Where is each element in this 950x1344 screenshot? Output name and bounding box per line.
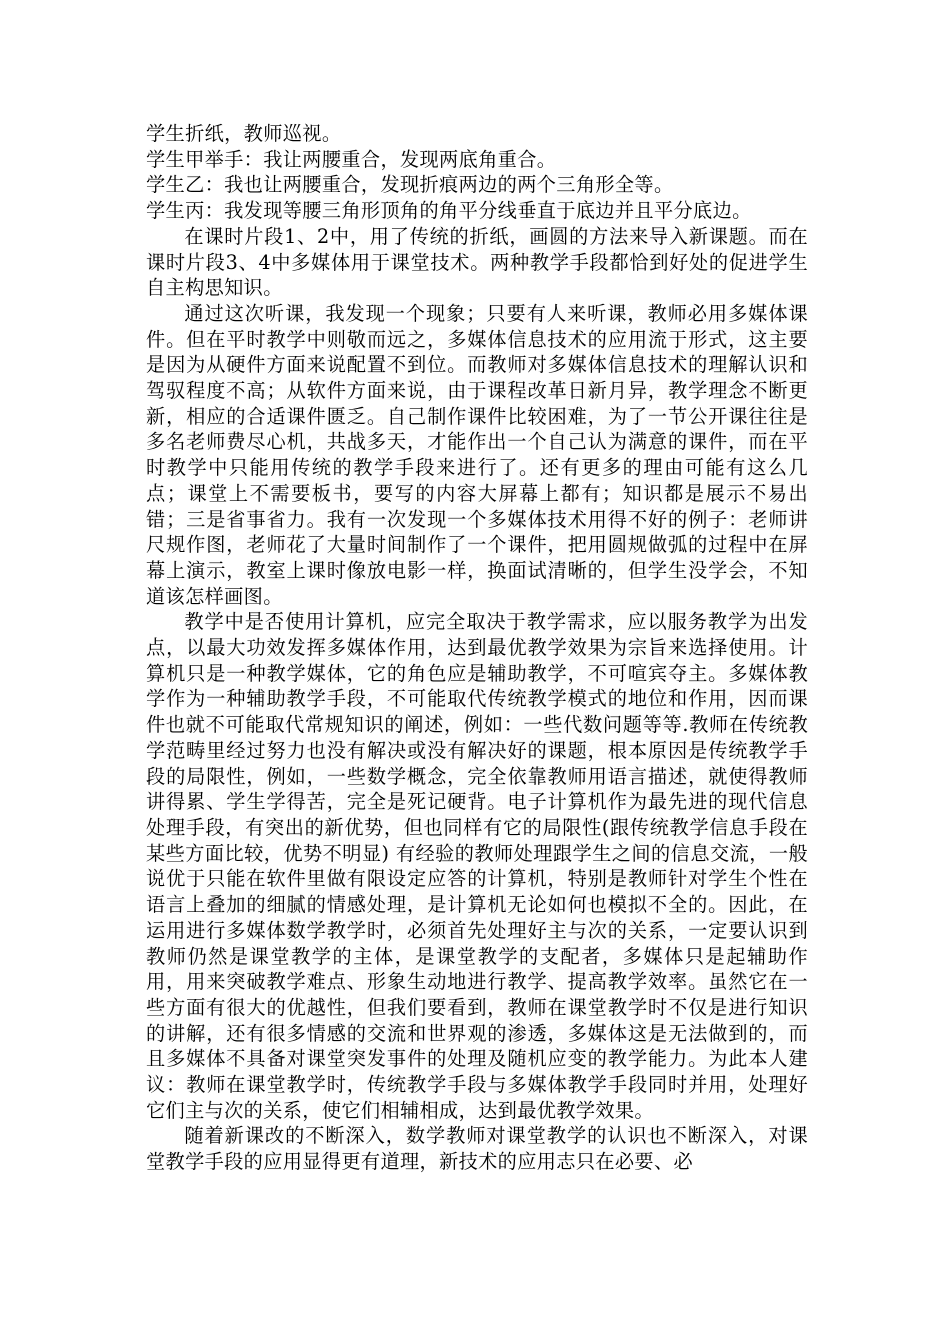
paragraph: 通过这次听课，我发现一个现象；只要有人来听课，教师必用多媒体课件。但在平时教学中则敬而远之，多媒体信息技术的应用流于形式，这主要是因为从硬件方面来说配置不到位。而教师对多媒体信息技术的理解认识和驾驭程度不高；从软件方面来说，由于课程改革日新月异，教学理念不断更新，相应的合适课件匮乏。自己制作课件比较困难，为了一节公开课往往是多名老师费尽心机，共战多天，才能作出一个自己认为满意的课件，而在平时教学中只能用传统的教学手段来进行了。还有更多的理由可能有这么几点；课堂上不需要板书，要写的内容大屏幕上都有；知识都是展示不易出错；三是省事省力。我有一次发现一个多媒体技术用得不好的例子：老师讲尺规作图，老师花了大量时间制作了一个课件，把用圆规做弧的过程中在屏幕上演示，教室上课时像放电影一样，换面试清晰的，但学生没学会，不知道该怎样画图。 bbox=[146, 301, 808, 608]
dialogue-line: 学生甲举手：我让两腰重合，发现两底角重合。 bbox=[146, 147, 557, 171]
paragraph: 随着新课改的不断深入，数学教师对课堂教学的认识也不断深入，对课堂教学手段的应用显得更有道理，新技术的应用志只在必要、必 bbox=[146, 1124, 808, 1174]
document-body bbox=[146, 121, 808, 1175]
dialogue-line: 学生折纸，教师巡视。 bbox=[146, 122, 342, 145]
dialogue-line: 学生乙：我也让两腰重合，发现折痕两边的两个三角形全等。 bbox=[146, 173, 674, 197]
paragraph: 在课时片段1、2中，用了传统的折纸，画圆的方法来导入新课题。而在课时片段3、4中多媒体用于课堂技术。两种教学手段都恰到好处的促进学生自主构思知识。 bbox=[146, 224, 808, 300]
paragraph: 教学中是否使用计算机，应完全取决于教学需求，应以服务教学为出发点，以最大功效发挥多媒体作用，达到最优教学效果为宗旨来选择使用。计算机只是一种教学媒体，它的角色应是辅助教学，不可喧宾夺主。多媒体教学作为一种辅助教学手段，不可能取代传统教学模式的地位和作用，因而课件也就不可能取代常规知识的阐述，例如：一些代数问题等等.教师在传统教学范畴里经过努力也没有解决或没有解决好的课题，根本原因是传统教学手段的局限性，例如，一些数学概念，完全依靠教师用语言描述，就使得教师讲得累、学生学得苦，完全是死记硬背。电子计算机作为最先进的现代信息处理手段，有突出的新优势，但也同样有它的局限性(跟传统教学信息手段在某些方面比较，优势不明显) 有经验的教师处理跟学生之间的信息交流，一般说优于只能在软件里做有限设定应答的计算机，特别是教师针对学生个性在语言上叠加的细腻的情感处理，是计算机无论如何也模拟不全的。因此，在运用进行多媒体数学教学时，必须首先处理好主与次的关系，一定要认识到教师仍然是课堂教学的主体，是课堂教学的支配者，多媒体只是起辅助作用，用来突破教学难点、形象生动地进行教学、提高教学效率。虽然它在一些方面有很大的优越性，但我们要看到，教师在课堂教学时不仅是进行知识的讲解，还有很多情感的交流和世界观的渗透，多媒体这是无法做到的，而且多媒体不具备对课堂突发事件的处理及随机应变的教学能力。为此本人建议：教师在课堂教学时，传统教学手段与多媒体教学手段同时并用，处理好它们主与次的关系，使它们相辅相成，达到最优教学效果。 bbox=[146, 610, 808, 1122]
dialogue-line: 学生丙：我发现等腰三角形顶角的角平分线垂直于底边并且平分底边。 bbox=[146, 199, 752, 223]
